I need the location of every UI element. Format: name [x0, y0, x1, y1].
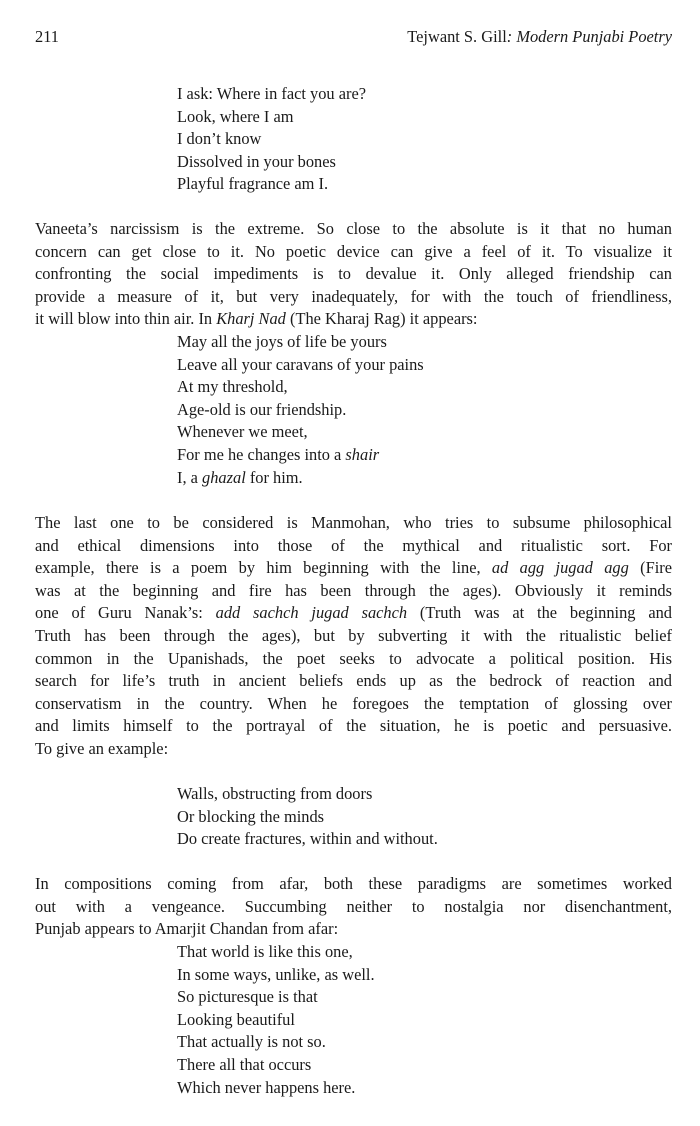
text-run: I, a: [177, 467, 203, 487]
verse-line: Dissolved in your bones: [177, 151, 336, 171]
verse-line: Whenever we meet,: [177, 422, 308, 442]
paragraph-line: To give an example:: [35, 738, 169, 758]
text-run: For me he changes into a: [177, 444, 346, 464]
paragraph-line: Vaneeta’s narcissism is the extreme. So close to the absolute is it that no human: [35, 219, 672, 238]
paragraph-line: out with a vengeance. Succumbing neither to nostalgia nor disenchantment,: [35, 896, 672, 916]
paragraph-line: conservatism in the country. When he foregoes the temptation of glossing over: [35, 693, 672, 713]
paragraph-line: search for life’s truth in ancient beliefs ends up as the bedrock of reaction and: [35, 671, 672, 691]
verse-block-2: [177, 331, 424, 489]
paragraph-line: In compositions coming from afar, both these paradigms are sometimes worked: [35, 874, 672, 893]
paragraph-3: [35, 873, 672, 941]
italic-quote: ad agg jugad agg: [491, 558, 629, 578]
verse-line: [177, 467, 424, 490]
page-number: 211: [35, 27, 59, 46]
running-head: [407, 26, 672, 49]
paragraph-line: [35, 602, 672, 625]
paragraph-line: and limits himself to the portrayal of the situation, he is poetic and persuasive.: [35, 716, 672, 736]
text-run: for him.: [245, 467, 303, 487]
verse-line: Or blocking the minds: [177, 806, 325, 826]
paragraph-line: confronting the social impediments is to devalue it. Only alleged friendship can: [35, 264, 672, 284]
text-run: (Truth was at the beginning and: [407, 603, 672, 623]
paragraph-line: [35, 308, 672, 331]
text-run: (The Kharaj Rag) it appears:: [285, 309, 478, 329]
italic-title: Kharj Nad: [216, 309, 286, 329]
paragraph-line: concern can get close to it. No poetic device can give a feel of it. To visualize it: [35, 241, 672, 261]
verse-line: Leave all your caravans of your pains: [177, 354, 424, 374]
paragraph-line: [35, 557, 672, 580]
verse-line: Playful fragrance am I.: [177, 174, 329, 194]
paragraph-line: Truth has been through the ages), but by subverting it with the ritualistic belief: [35, 625, 672, 645]
verse-line: So picturesque is that: [177, 987, 318, 1007]
verse-block-4: [177, 941, 375, 1099]
paragraph-line: and ethical dimensions into those of the mythical and ritualistic sort. For: [35, 535, 672, 555]
paragraph-line: was at the beginning and fire has been through the ages). Obviously it reminds: [35, 580, 672, 600]
verse-line: There all that occurs: [177, 1054, 312, 1074]
paragraph-line: common in the Upanishads, the poet seeks to advocate a political position. His: [35, 648, 672, 668]
verse-line: I ask: Where in fact you are?: [177, 84, 367, 103]
paragraph-line: provide a measure of it, but very inadequately, for with the touch of friendliness,: [35, 286, 672, 306]
text-run: example, there is a poem by him beginning with the line,: [35, 558, 492, 578]
running-head-separator: :: [506, 27, 513, 46]
verse-line: That world is like this one,: [177, 942, 353, 961]
text-run: (Fire: [628, 558, 672, 578]
verse-line: May all the joys of life be yours: [177, 332, 387, 351]
verse-line: I don’t know: [177, 129, 262, 149]
verse-line: Do create fractures, within and without.: [177, 829, 438, 849]
verse-line: That actually is not so.: [177, 1032, 326, 1052]
paragraph-line: Punjab appears to Amarjit Chandan from afar:: [35, 919, 339, 939]
verse-line: Age-old is our friendship.: [177, 399, 347, 419]
verse-line: [177, 444, 424, 467]
running-head-author: Tejwant S. Gill: [407, 27, 507, 46]
paragraph-line: The last one to be considered is Manmohan, who tries to subsume philosophical: [35, 513, 672, 532]
text-run: it will blow into thin air. In: [35, 309, 217, 329]
verse-line: At my threshold,: [177, 377, 288, 397]
verse-block-1: [177, 83, 366, 196]
verse-line: Which never happens here.: [177, 1077, 356, 1097]
verse-line: In some ways, unlike, as well.: [177, 964, 375, 984]
running-head-title: Modern Punjabi Poetry: [512, 27, 672, 46]
verse-line: Looking beautiful: [177, 1009, 295, 1029]
verse-block-3: [177, 783, 438, 851]
verse-line: Walls, obstructing from doors: [177, 784, 373, 803]
italic-term: shair: [345, 444, 380, 464]
text-run: one of Guru Nanak’s:: [35, 603, 216, 623]
italic-quote: add sachch jugad sachch: [215, 603, 408, 623]
verse-line: Look, where I am: [177, 106, 294, 126]
paragraph-1: [35, 218, 672, 331]
paragraph-2: [35, 512, 672, 761]
page-header: [35, 26, 672, 50]
italic-term: ghazal: [202, 467, 246, 487]
